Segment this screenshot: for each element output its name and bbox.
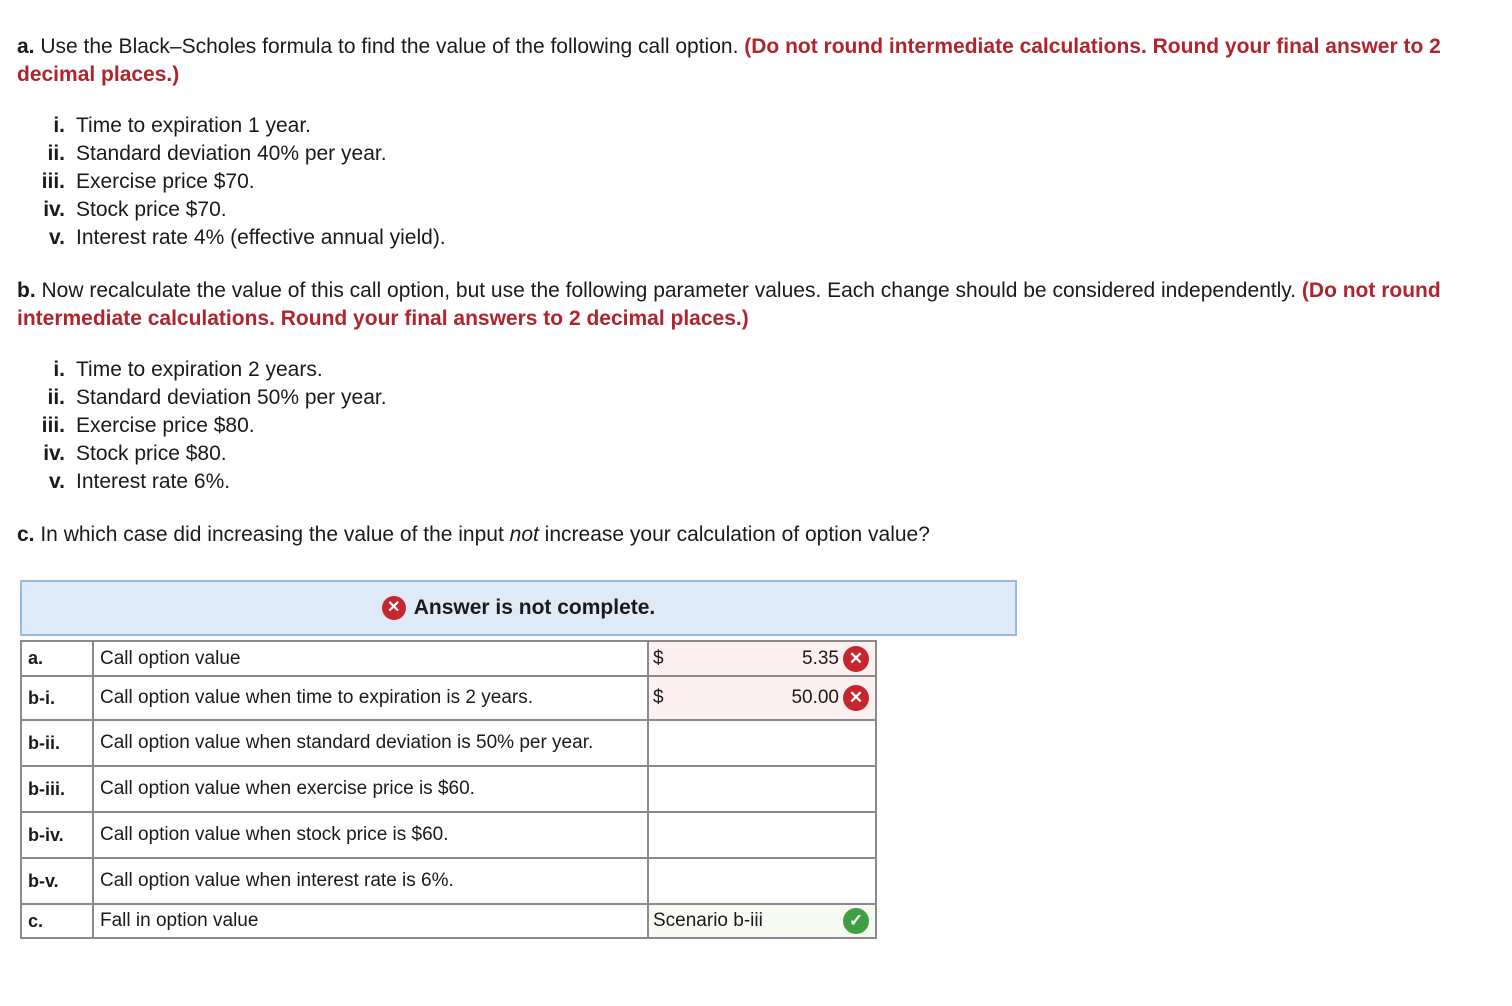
row-description: Call option value when time to expiration is 2 years. [93,676,648,720]
row-label: b-iv. [21,812,93,858]
question-b [17,277,1457,333]
question-b-text: Now recalculate the value of this call option, but use the following parameter values. Each change should be considered independently. [35,279,1302,302]
currency-symbol: $ [653,647,664,669]
list-item-text: Standard deviation 50% per year. [76,386,387,409]
answer-input-cell[interactable] [648,676,876,720]
row-description: Call option value when exercise price is $60. [93,766,648,812]
table-row [21,720,876,766]
list-item-number: iv. [43,198,65,221]
incorrect-icon: ✕ [843,685,869,711]
row-description: Call option value when stock price is $60. [93,812,648,858]
question-a-instruction: (Do not round intermediate calculations. Round your final answer to 2 decimal places.) [17,35,1441,86]
question-c [17,521,1457,549]
question-c-text-before: In which case did increasing the value of the input [34,523,510,546]
answer-status-text: Answer is not complete. [413,596,656,619]
question-c-text-after: increase your calculation of option value? [538,523,930,546]
answer-input-cell[interactable] [648,720,876,766]
answer-input-cell[interactable] [648,812,876,858]
x-circle-icon: ✕ [382,596,406,620]
currency-symbol: $ [653,687,664,708]
table-row [21,812,876,858]
list-item-text: Stock price $70. [76,198,227,221]
row-description: Call option value when standard deviation is 50% per year. [93,720,648,766]
table-row [21,904,876,938]
answer-input-cell[interactable] [648,766,876,812]
question-a-text: Use the Black–Scholes formula to find the value of the following call option. [34,35,745,58]
row-description: Call option value [93,641,648,676]
list-item-text: Interest rate 6%. [76,470,231,493]
question-a-label: a. [17,35,35,58]
list-item-text: Time to expiration 1 year. [76,114,311,137]
answer-table [20,640,877,939]
table-row [21,766,876,812]
table-row [21,676,876,720]
list-item-number: ii. [47,386,65,409]
list-item-number: ii. [47,142,65,165]
list-item-number: v. [49,470,65,493]
list-item-number: iii. [41,170,65,193]
row-description: Call option value when interest rate is 6%. [93,858,648,904]
list-item-text: Interest rate 4% (effective annual yield). [76,226,446,249]
check-icon: ✓ [843,908,869,934]
list-item-number: iii. [41,414,65,437]
list-item-text: Stock price $80. [76,442,227,465]
question-a [17,33,1457,89]
list-item-text: Exercise price $70. [76,170,255,193]
list-item-number: i. [53,114,65,137]
list-item-text: Exercise price $80. [76,414,255,437]
table-row [21,858,876,904]
row-label: b-ii. [21,720,93,766]
list-item-text: Standard deviation 40% per year. [76,142,387,165]
table-row [21,641,876,676]
question-c-label: c. [17,523,35,546]
row-label: a. [21,641,93,676]
list-item-number: i. [53,358,65,381]
row-label: c. [21,904,93,938]
incorrect-icon: ✕ [843,646,869,672]
answer-value[interactable]: 5.35 [802,647,839,669]
list-item-text: Time to expiration 2 years. [76,358,323,381]
question-c-emphasis: not [509,523,539,546]
answer-status-banner [20,580,1017,636]
row-label: b-v. [21,858,93,904]
answer-select-value[interactable]: Scenario b-iii [653,910,763,931]
row-description: Fall in option value [93,904,648,938]
row-label: b-iii. [21,766,93,812]
answer-select-cell[interactable] [648,904,876,938]
answer-input-cell[interactable] [648,641,876,676]
answer-value[interactable]: 50.00 [791,687,839,708]
answer-input-cell[interactable] [648,858,876,904]
list-item-number: iv. [43,442,65,465]
question-b-instruction: (Do not round intermediate calculations. Round your final answers to 2 decimal places.) [17,279,1441,330]
list-item-number: v. [49,226,65,249]
row-label: b-i. [21,676,93,720]
question-b-label: b. [17,279,36,302]
